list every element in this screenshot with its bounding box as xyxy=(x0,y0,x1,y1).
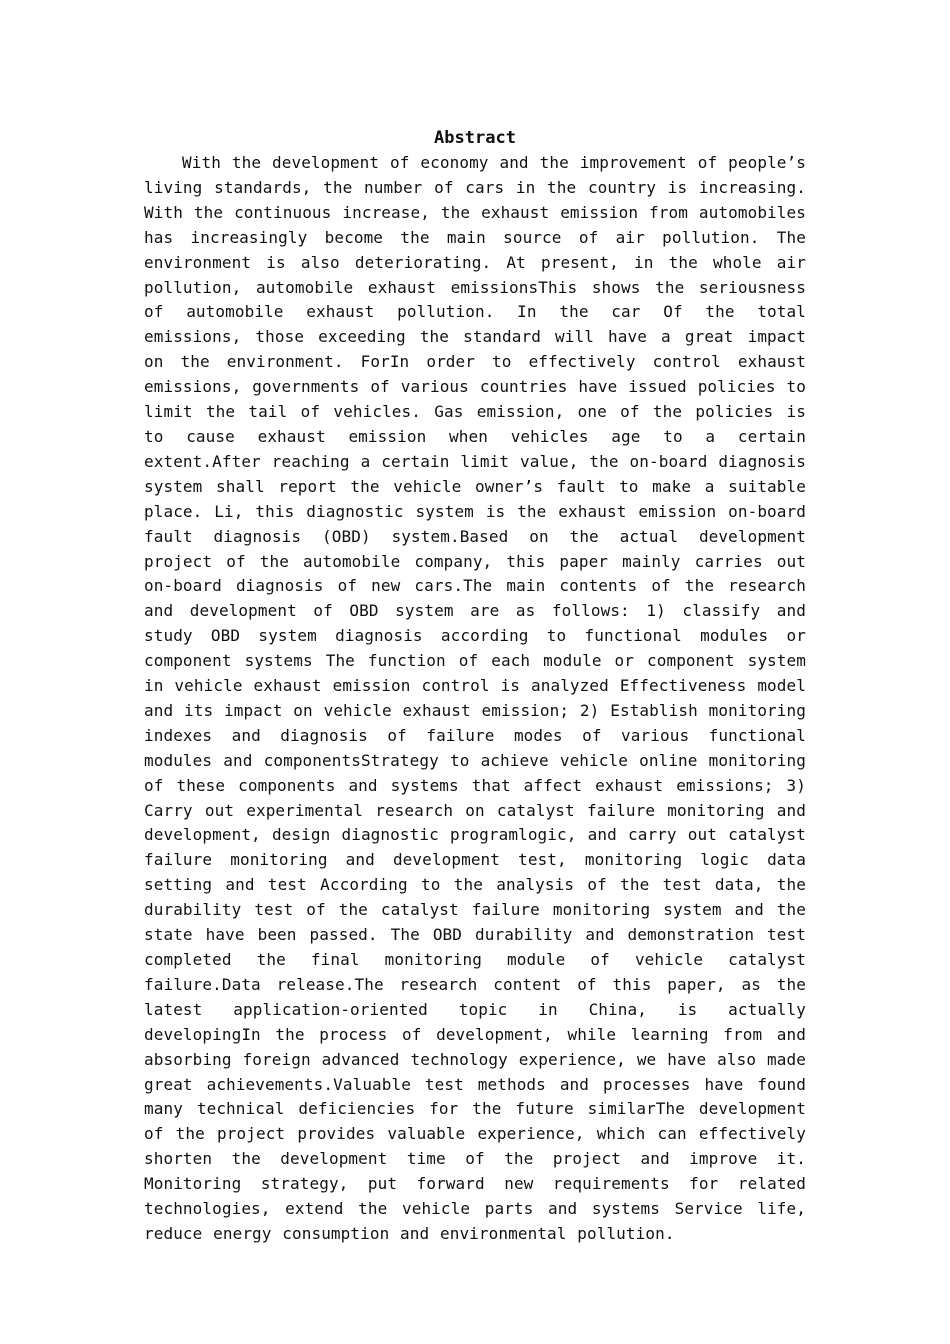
abstract-paragraph: With the development of economy and the improvement of people’s living standards, the number of cars in the country is increasing. With the continuous increase, the exhaust emission from automobiles has increasingly become the main source of air pollution. The environment is also deteriorating. At present, in the whole air pollution, automobile exhaust emissionsThis shows the seriousness of automobile exhaust pollution. In the car Of the total emissions, those exceeding the standard will have a great impact on the environment. ForIn order to effectively control exhaust emissions, governments of various countries have issued policies to limit the tail of vehicles. Gas emission, one of the policies is to cause exhaust emission when vehicles age to a certain extent.After reaching a certain limit value, the on-board diagnosis system shall report the vehicle owner’s fault to make a suitable place. Li, this diagnostic system is the exhaust emission on-board fault diagnosis (OBD) system.Based on the actual development project of the automobile company, this paper mainly carries out on-board diagnosis of new cars.The main contents of the research and development of OBD system are as follows: 1) classify and study OBD system diagnosis according to functional modules or component systems The function of each module or component system in vehicle exhaust emission control is analyzed Effectiveness model and its impact on vehicle exhaust emission; 2) Establish monitoring indexes and diagnosis of failure modes of various functional modules and componentsStrategy to achieve vehicle online monitoring of these components and systems that affect exhaust emissions; 3) Carry out experimental research on catalyst failure monitoring and development, design diagnostic programlogic, and carry out catalyst failure monitoring and development test, monitoring logic data setting and test According to the analysis of the test data, the durability test of the catalyst failure monitoring system and the state have been passed. The OBD durability and demonstration test completed the final monitoring module of vehicle catalyst failure.Data release.The research content of this paper, as the latest application-oriented topic in China, is actually developingIn the process of development, while learning from and absorbing foreign advanced technology experience, we have also made great achievements.Valuable test methods and processes have found many technical deficiencies for the future similarThe development of the project provides valuable experience, which can effectively shorten the development time of the project and improve it. Monitoring strategy, put forward new requirements for related technologies, extend the vehicle parts and systems Service life, reduce energy consumption and environmental pollution. xyxy=(144,153,806,1243)
page-title: Abstract xyxy=(434,128,516,148)
